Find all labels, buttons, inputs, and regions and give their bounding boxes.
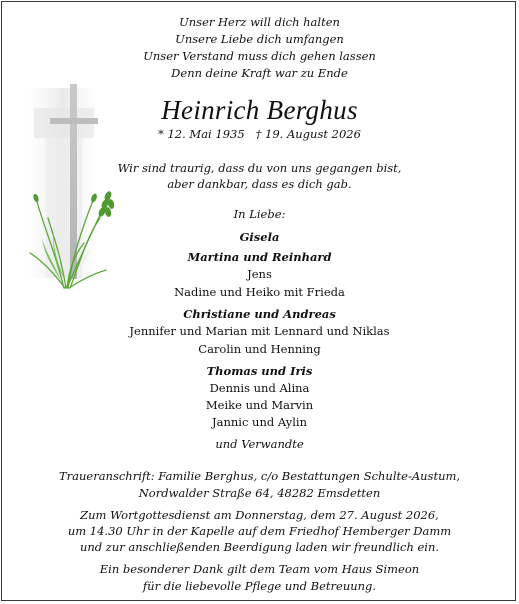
address-line-1: Traueranschrift: Familie Berghus, c/o Bestattungen Schulte-Austum, [58, 469, 461, 483]
address-line-2: Nordwalder Straße 64, 48282 Emsdetten [138, 486, 381, 500]
life-dates: * 12. Mai 1935 † 19. August 2026 [158, 127, 361, 141]
poem-line-4: Denn deine Kraft war zu Ende [171, 66, 348, 80]
poem-line-2: Unsere Liebe dich umfangen [175, 32, 344, 46]
family-group-4-line-1: Dennis und Alina [209, 381, 310, 395]
service-line-2: um 14.30 Uhr in der Kapelle auf dem Friedhof Hemberger Damm [67, 524, 452, 538]
family-group-3-line-1: Jennifer und Marian mit Lennard und Niklas [129, 324, 390, 338]
poem-line-1: Unser Herz will dich halten [179, 15, 340, 29]
quote-line-1: Wir sind traurig, dass du von uns gegangen bist, [117, 161, 402, 175]
family-group-2-line-1: Jens [247, 267, 272, 281]
poem-line-3: Unser Verstand muss dich gehen lassen [143, 49, 376, 63]
family-group-3-line-2: Carolin und Henning [198, 342, 321, 356]
family-closing: und Verwandte [215, 437, 304, 451]
family-intro: In Liebe: [233, 207, 286, 221]
family-group-4-line-3: Jannic und Aylin [212, 415, 307, 429]
family-group-3-head: Christiane und Andreas [183, 307, 336, 321]
service-line-3: und zur anschließenden Beerdigung laden wir freundlich ein. [79, 540, 440, 554]
family-group-4-head: Thomas und Iris [206, 364, 313, 378]
service-line-1: Zum Wortgottesdienst am Donnerstag, dem 27. August 2026, [80, 508, 439, 522]
family-group-2-line-2: Nadine und Heiko mit Frieda [174, 285, 345, 299]
thanks-line-2: für die liebevolle Pflege und Betreuung. [142, 579, 377, 593]
family-group-2-head: Martina und Reinhard [187, 250, 332, 264]
deceased-name: Heinrich Berghus [161, 95, 358, 125]
family-group-4-line-2: Meike und Marvin [205, 398, 314, 412]
family-group-1-head: Gisela [239, 230, 280, 244]
thanks-line-1: Ein besonderer Dank gilt dem Team vom Haus Simeon [99, 562, 420, 576]
quote-line-2: aber dankbar, dass es dich gab. [167, 177, 352, 191]
